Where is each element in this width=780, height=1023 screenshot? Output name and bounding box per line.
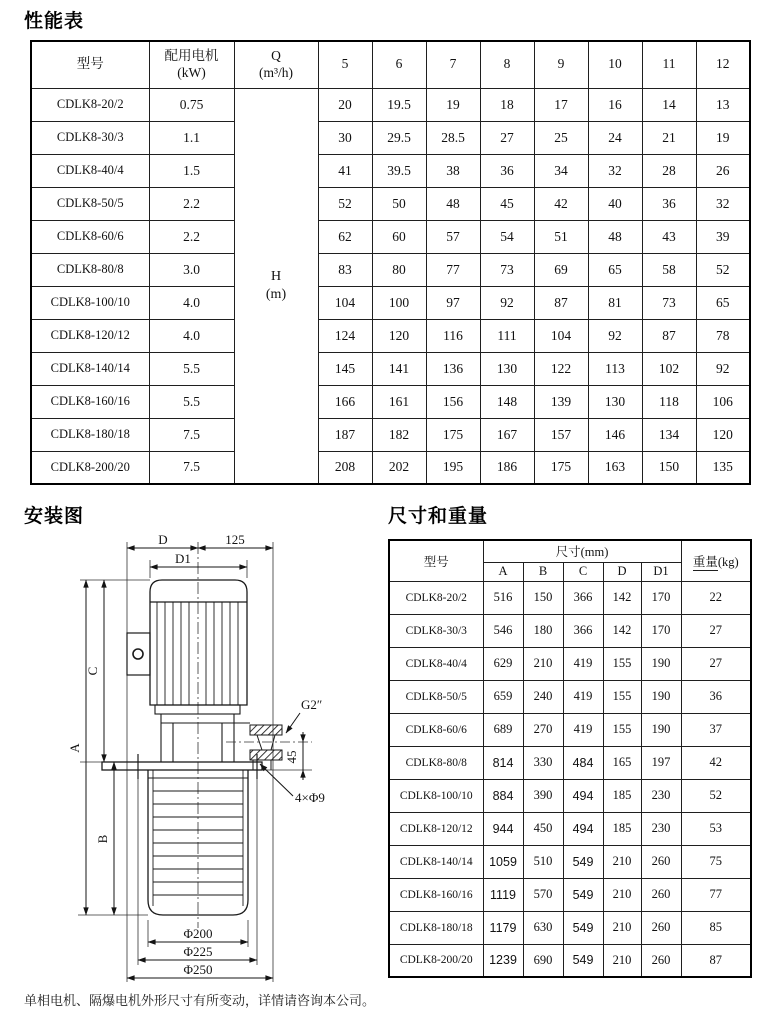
dims-value-cell: 170	[641, 581, 681, 614]
perf-head-value-cell: 92	[480, 286, 534, 319]
perf-head-value-cell: 65	[588, 253, 642, 286]
dims-model-cell: CDLK8-180/18	[389, 911, 483, 944]
perf-head-value-cell: 58	[642, 253, 696, 286]
perf-head-value-cell: 39	[696, 220, 750, 253]
dims-value-cell: 210	[603, 878, 641, 911]
perf-head-value-cell: 45	[480, 187, 534, 220]
perf-head-value-cell: 19	[696, 121, 750, 154]
dims-value-cell: 190	[641, 680, 681, 713]
perf-head-value-cell: 187	[318, 418, 372, 451]
perf-head-value-cell: 28.5	[426, 121, 480, 154]
dims-table-row	[389, 614, 751, 647]
dims-value-cell: 197	[641, 746, 681, 779]
dims-value-cell: 484	[563, 746, 603, 779]
perf-head-value-cell: 122	[534, 352, 588, 385]
dims-value-cell: 629	[483, 647, 523, 680]
perf-head-value-cell: 150	[642, 451, 696, 484]
perf-model-cell: CDLK8-140/14	[31, 352, 149, 385]
perf-head-value-cell: 118	[642, 385, 696, 418]
dims-header-weight-text: 重量	[692, 554, 718, 569]
dims-table-row	[389, 878, 751, 911]
perf-motor-kw-cell: 7.5	[149, 418, 234, 451]
perf-head-value-cell: 166	[318, 385, 372, 418]
perf-head-value-cell: 104	[534, 319, 588, 352]
dims-value-cell: 53	[681, 812, 751, 845]
dims-value-cell: 210	[603, 944, 641, 977]
dims-header-weight	[681, 540, 751, 581]
perf-head-value-cell: 39.5	[372, 154, 426, 187]
perf-head-value-cell: 113	[588, 352, 642, 385]
dims-value-cell: 142	[603, 614, 641, 647]
dims-header-model: 型号	[389, 540, 483, 581]
perf-head-value-cell: 42	[534, 187, 588, 220]
dims-value-cell: 142	[603, 581, 641, 614]
dims-value-cell: 155	[603, 680, 641, 713]
footnote: 单相电机、隔爆电机外形尺寸有所变动，详情请咨询本公司。	[24, 994, 376, 1009]
dim-label-holes: 4×Φ9	[295, 790, 325, 805]
perf-header-flow: 5	[318, 41, 372, 88]
performance-table-title: 性能表	[24, 10, 85, 32]
perf-head-value-cell: 100	[372, 286, 426, 319]
perf-head-value-cell: 78	[696, 319, 750, 352]
perf-motor-kw-cell: 4.0	[149, 286, 234, 319]
dims-table-body	[389, 581, 751, 977]
perf-head-value-cell: 32	[588, 154, 642, 187]
perf-head-value-cell: 124	[318, 319, 372, 352]
perf-head-value-cell: 202	[372, 451, 426, 484]
perf-head-value-cell: 19	[426, 88, 480, 121]
dims-header-size-group: 尺寸(mm)	[483, 540, 681, 562]
dims-value-cell: 210	[603, 911, 641, 944]
dims-value-cell: 419	[563, 680, 603, 713]
perf-head-value-cell: 120	[696, 418, 750, 451]
dims-value-cell: 210	[523, 647, 563, 680]
dims-value-cell: 165	[603, 746, 641, 779]
performance-table	[30, 40, 751, 485]
head-unit-line1: H	[270, 268, 282, 284]
dims-model-cell: CDLK8-80/8	[389, 746, 483, 779]
dims-model-cell: CDLK8-160/16	[389, 878, 483, 911]
dims-table-row	[389, 911, 751, 944]
dims-model-cell: CDLK8-50/5	[389, 680, 483, 713]
dims-value-cell: 27	[681, 647, 751, 680]
perf-table-body	[31, 88, 750, 484]
perf-head-value-cell: 163	[588, 451, 642, 484]
dimensions-weight-table	[388, 539, 752, 978]
perf-head-value-cell: 34	[534, 154, 588, 187]
perf-header-flow: 10	[588, 41, 642, 88]
perf-head-value-cell: 52	[696, 253, 750, 286]
perf-header-q-line1: Q	[271, 47, 281, 63]
dim-label-a: A	[67, 743, 82, 753]
perf-head-value-cell: 83	[318, 253, 372, 286]
dims-value-cell: 419	[563, 647, 603, 680]
perf-head-value-cell: 146	[588, 418, 642, 451]
dims-value-cell: 260	[641, 878, 681, 911]
dims-value-cell: 549	[563, 911, 603, 944]
dim-label-g2: G2″	[301, 697, 323, 712]
perf-head-value-cell: 14	[642, 88, 696, 121]
dims-value-cell: 87	[681, 944, 751, 977]
dims-header-row-1	[389, 540, 751, 562]
dims-value-cell: 419	[563, 713, 603, 746]
head-unit-line2: (m)	[265, 286, 287, 302]
dims-value-cell: 630	[523, 911, 563, 944]
perf-head-value-cell: 157	[534, 418, 588, 451]
dims-table-row	[389, 680, 751, 713]
perf-head-value-cell: 50	[372, 187, 426, 220]
leader-g2	[286, 713, 300, 733]
perf-head-value-cell: 20	[318, 88, 372, 121]
perf-table-row	[31, 253, 750, 286]
perf-head-value-cell: 195	[426, 451, 480, 484]
perf-head-value-cell: 208	[318, 451, 372, 484]
pump-head	[155, 705, 250, 762]
perf-head-value-cell: 57	[426, 220, 480, 253]
dims-value-cell: 884	[483, 779, 523, 812]
perf-head-value-cell: 106	[696, 385, 750, 418]
perf-table-row	[31, 88, 750, 121]
perf-head-value-cell: 136	[426, 352, 480, 385]
dims-value-cell: 516	[483, 581, 523, 614]
perf-head-value-cell: 175	[534, 451, 588, 484]
perf-head-value-cell: 161	[372, 385, 426, 418]
perf-head-value-cell: 36	[480, 154, 534, 187]
dims-value-cell: 190	[641, 647, 681, 680]
head-unit-merged-cell	[234, 88, 318, 484]
perf-head-value-cell: 134	[642, 418, 696, 451]
perf-head-value-cell: 21	[642, 121, 696, 154]
leader-holes	[260, 764, 293, 796]
dims-value-cell: 390	[523, 779, 563, 812]
perf-motor-kw-cell: 2.2	[149, 220, 234, 253]
dims-model-cell: CDLK8-30/3	[389, 614, 483, 647]
perf-head-value-cell: 48	[426, 187, 480, 220]
dims-header-col-d1: D1	[641, 562, 681, 581]
dims-value-cell: 659	[483, 680, 523, 713]
dims-value-cell: 260	[641, 845, 681, 878]
dims-model-cell: CDLK8-140/14	[389, 845, 483, 878]
perf-table-row	[31, 352, 750, 385]
perf-head-value-cell: 18	[480, 88, 534, 121]
perf-motor-kw-cell: 3.0	[149, 253, 234, 286]
perf-motor-kw-cell: 2.2	[149, 187, 234, 220]
perf-head-value-cell: 27	[480, 121, 534, 154]
perf-head-value-cell: 17	[534, 88, 588, 121]
perf-model-cell: CDLK8-50/5	[31, 187, 149, 220]
perf-model-cell: CDLK8-100/10	[31, 286, 149, 319]
dims-value-cell: 944	[483, 812, 523, 845]
dims-model-cell: CDLK8-200/20	[389, 944, 483, 977]
perf-header-q-line2: (m³/h)	[258, 64, 294, 80]
perf-head-value-cell: 175	[426, 418, 480, 451]
dims-value-cell: 690	[523, 944, 563, 977]
perf-model-cell: CDLK8-120/12	[31, 319, 149, 352]
dim-label-d: D	[158, 532, 168, 547]
dims-table-row	[389, 845, 751, 878]
perf-head-value-cell: 13	[696, 88, 750, 121]
dims-value-cell: 330	[523, 746, 563, 779]
perf-motor-kw-cell: 5.5	[149, 352, 234, 385]
dims-value-cell: 185	[603, 812, 641, 845]
perf-table-row	[31, 121, 750, 154]
perf-head-value-cell: 130	[588, 385, 642, 418]
perf-model-cell: CDLK8-30/3	[31, 121, 149, 154]
perf-table-row	[31, 154, 750, 187]
perf-header-row	[31, 41, 750, 88]
dim-label-125: 125	[225, 532, 245, 547]
dim-label-45: 45	[284, 750, 299, 764]
perf-head-value-cell: 145	[318, 352, 372, 385]
perf-motor-kw-cell: 1.5	[149, 154, 234, 187]
perf-motor-kw-cell: 0.75	[149, 88, 234, 121]
perf-head-value-cell: 51	[534, 220, 588, 253]
perf-table-row	[31, 319, 750, 352]
perf-motor-kw-cell: 7.5	[149, 451, 234, 484]
perf-header-motor	[149, 41, 234, 88]
perf-table-row	[31, 418, 750, 451]
perf-head-value-cell: 97	[426, 286, 480, 319]
perf-header-flow: 8	[480, 41, 534, 88]
dims-value-cell: 77	[681, 878, 751, 911]
dims-header-col-b: B	[523, 562, 563, 581]
perf-header-flow: 6	[372, 41, 426, 88]
perf-head-value-cell: 16	[588, 88, 642, 121]
perf-model-cell: CDLK8-40/4	[31, 154, 149, 187]
dims-value-cell: 155	[603, 713, 641, 746]
perf-table-row	[31, 220, 750, 253]
dims-value-cell: 210	[603, 845, 641, 878]
perf-motor-kw-cell: 1.1	[149, 121, 234, 154]
dims-value-cell: 150	[523, 581, 563, 614]
perf-head-value-cell: 77	[426, 253, 480, 286]
dims-header-col-c: C	[563, 562, 603, 581]
dims-value-cell: 230	[641, 779, 681, 812]
dims-value-cell: 75	[681, 845, 751, 878]
outlet-port	[226, 725, 312, 770]
dims-value-cell: 190	[641, 713, 681, 746]
dims-value-cell: 170	[641, 614, 681, 647]
perf-head-value-cell: 81	[588, 286, 642, 319]
cable-entry-hole	[133, 649, 143, 659]
perf-header-motor-line2: (kW)	[177, 64, 206, 80]
dim-label-b: B	[95, 834, 110, 844]
perf-table-row	[31, 385, 750, 418]
mounting-plate	[102, 762, 262, 770]
dims-value-cell: 1059	[483, 845, 523, 878]
dims-value-cell: 240	[523, 680, 563, 713]
dims-header-col-a: A	[483, 562, 523, 581]
dims-table-row	[389, 779, 751, 812]
dims-value-cell: 42	[681, 746, 751, 779]
perf-head-value-cell: 148	[480, 385, 534, 418]
mount-bolt-marks	[138, 754, 257, 779]
perf-head-value-cell: 92	[588, 319, 642, 352]
perf-head-value-cell: 135	[696, 451, 750, 484]
dims-table-row	[389, 944, 751, 977]
perf-head-value-cell: 167	[480, 418, 534, 451]
perf-model-cell: CDLK8-20/2	[31, 88, 149, 121]
perf-head-value-cell: 26	[696, 154, 750, 187]
perf-head-value-cell: 19.5	[372, 88, 426, 121]
perf-head-value-cell: 120	[372, 319, 426, 352]
perf-model-cell: CDLK8-160/16	[31, 385, 149, 418]
dims-model-cell: CDLK8-40/4	[389, 647, 483, 680]
dims-value-cell: 570	[523, 878, 563, 911]
dims-value-cell: 546	[483, 614, 523, 647]
dims-table-row	[389, 746, 751, 779]
perf-head-value-cell: 36	[642, 187, 696, 220]
dims-value-cell: 260	[641, 911, 681, 944]
perf-table-row	[31, 286, 750, 319]
dims-value-cell: 494	[563, 812, 603, 845]
dims-value-cell: 185	[603, 779, 641, 812]
perf-head-value-cell: 104	[318, 286, 372, 319]
dims-model-cell: CDLK8-100/10	[389, 779, 483, 812]
perf-header-motor-line1: 配用电机	[164, 47, 219, 63]
dims-value-cell: 510	[523, 845, 563, 878]
dims-value-cell: 549	[563, 944, 603, 977]
perf-head-value-cell: 54	[480, 220, 534, 253]
dims-value-cell: 366	[563, 581, 603, 614]
perf-header-flow: 9	[534, 41, 588, 88]
perf-head-value-cell: 87	[642, 319, 696, 352]
perf-head-value-cell: 30	[318, 121, 372, 154]
dims-value-cell: 549	[563, 878, 603, 911]
perf-head-value-cell: 32	[696, 187, 750, 220]
perf-model-cell: CDLK8-60/6	[31, 220, 149, 253]
perf-header-flow-unit	[234, 41, 318, 88]
dims-value-cell: 155	[603, 647, 641, 680]
junction-box	[127, 633, 150, 675]
dims-value-cell: 494	[563, 779, 603, 812]
dims-value-cell: 36	[681, 680, 751, 713]
perf-motor-kw-cell: 5.5	[149, 385, 234, 418]
dims-value-cell: 814	[483, 746, 523, 779]
dims-value-cell: 1179	[483, 911, 523, 944]
dims-model-cell: CDLK8-60/6	[389, 713, 483, 746]
perf-head-value-cell: 139	[534, 385, 588, 418]
dims-table-row	[389, 581, 751, 614]
perf-model-cell: CDLK8-200/20	[31, 451, 149, 484]
dims-header-col-d: D	[603, 562, 641, 581]
perf-head-value-cell: 186	[480, 451, 534, 484]
dims-value-cell: 366	[563, 614, 603, 647]
dims-value-cell: 1239	[483, 944, 523, 977]
dims-value-cell: 230	[641, 812, 681, 845]
perf-head-value-cell: 102	[642, 352, 696, 385]
dims-value-cell: 85	[681, 911, 751, 944]
dim-label-c: C	[85, 666, 100, 676]
perf-head-value-cell: 25	[534, 121, 588, 154]
perf-head-value-cell: 65	[696, 286, 750, 319]
dims-table-row	[389, 812, 751, 845]
motor-fins	[157, 602, 238, 705]
perf-head-value-cell: 60	[372, 220, 426, 253]
perf-header-flow: 12	[696, 41, 750, 88]
perf-head-value-cell: 182	[372, 418, 426, 451]
perf-head-value-cell: 116	[426, 319, 480, 352]
perf-head-value-cell: 87	[534, 286, 588, 319]
dims-model-cell: CDLK8-120/12	[389, 812, 483, 845]
perf-header-flow: 7	[426, 41, 480, 88]
perf-head-value-cell: 80	[372, 253, 426, 286]
dims-value-cell: 1119	[483, 878, 523, 911]
installation-diagram-title: 安装图	[24, 505, 85, 527]
dim-label-d1: D1	[175, 551, 191, 566]
perf-head-value-cell: 38	[426, 154, 480, 187]
dims-value-cell: 450	[523, 812, 563, 845]
perf-head-value-cell: 73	[480, 253, 534, 286]
perf-head-value-cell: 69	[534, 253, 588, 286]
dimensions-table-title: 尺寸和重量	[388, 505, 489, 527]
dims-value-cell: 270	[523, 713, 563, 746]
perf-head-value-cell: 48	[588, 220, 642, 253]
installation-diagram	[20, 530, 370, 990]
perf-head-value-cell: 141	[372, 352, 426, 385]
dims-header-weight-unit: (kg)	[717, 554, 739, 569]
perf-head-value-cell: 62	[318, 220, 372, 253]
dims-value-cell: 260	[641, 944, 681, 977]
dims-value-cell: 22	[681, 581, 751, 614]
perf-head-value-cell: 92	[696, 352, 750, 385]
dims-value-cell: 52	[681, 779, 751, 812]
dim-label-phi200: Φ200	[183, 926, 213, 941]
perf-head-value-cell: 156	[426, 385, 480, 418]
perf-head-value-cell: 43	[642, 220, 696, 253]
perf-table-row	[31, 451, 750, 484]
perf-head-value-cell: 40	[588, 187, 642, 220]
perf-head-value-cell: 52	[318, 187, 372, 220]
dims-value-cell: 549	[563, 845, 603, 878]
perf-table-row	[31, 187, 750, 220]
dims-value-cell: 27	[681, 614, 751, 647]
dims-table-row	[389, 713, 751, 746]
dims-value-cell: 37	[681, 713, 751, 746]
perf-head-value-cell: 24	[588, 121, 642, 154]
dims-table-row	[389, 647, 751, 680]
perf-head-value-cell: 29.5	[372, 121, 426, 154]
perf-header-model: 型号	[31, 41, 149, 88]
perf-head-value-cell: 28	[642, 154, 696, 187]
perf-header-flow: 11	[642, 41, 696, 88]
perf-model-cell: CDLK8-180/18	[31, 418, 149, 451]
perf-head-value-cell: 111	[480, 319, 534, 352]
dims-value-cell: 180	[523, 614, 563, 647]
dims-model-cell: CDLK8-20/2	[389, 581, 483, 614]
dims-value-cell: 689	[483, 713, 523, 746]
perf-head-value-cell: 130	[480, 352, 534, 385]
perf-model-cell: CDLK8-80/8	[31, 253, 149, 286]
dim-label-phi250: Φ250	[183, 962, 213, 977]
perf-head-value-cell: 41	[318, 154, 372, 187]
dim-label-phi225: Φ225	[183, 944, 213, 959]
perf-head-value-cell: 73	[642, 286, 696, 319]
perf-motor-kw-cell: 4.0	[149, 319, 234, 352]
